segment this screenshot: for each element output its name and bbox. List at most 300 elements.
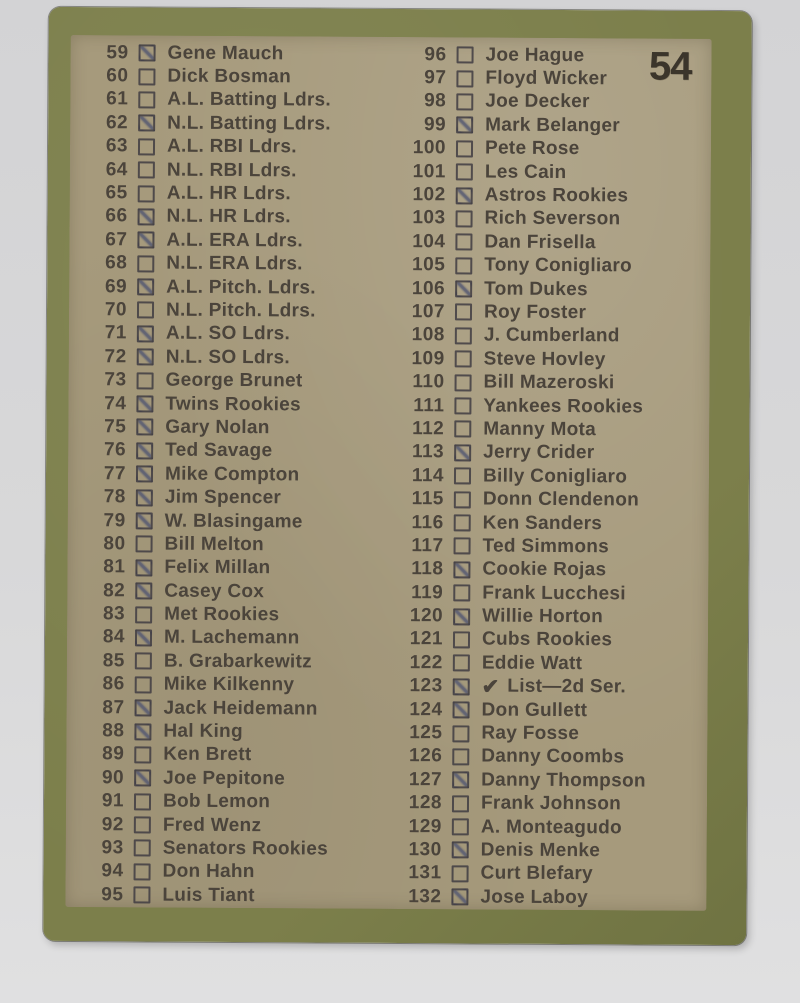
checklist-row — [384, 768, 707, 793]
entry-name: N.L. HR Ldrs. — [166, 206, 291, 228]
checklist-row — [386, 511, 709, 536]
entry-number: 70 — [104, 299, 128, 321]
entry-name: Les Cain — [484, 161, 567, 183]
entry-number: 107 — [411, 301, 446, 323]
entry-name: Steve Hovley — [483, 348, 606, 371]
entry-checkbox — [453, 608, 470, 625]
entry-name: Joe Hague — [485, 44, 585, 66]
trading-card-back — [43, 7, 752, 945]
entry-number: 94 — [101, 860, 124, 882]
checklist-row — [384, 721, 707, 746]
card-face — [65, 35, 711, 911]
entry-number: 92 — [101, 813, 124, 835]
checklist-row — [66, 836, 384, 861]
checklist-row — [388, 160, 711, 185]
checklist-row — [66, 719, 384, 744]
entry-checkbox — [136, 512, 153, 529]
entry-name: Bill Mazeroski — [483, 371, 615, 394]
entry-name: Jim Spencer — [164, 486, 282, 509]
entry-name: Met Rookies — [164, 603, 280, 626]
entry-checkbox — [135, 606, 152, 623]
entry-checkbox — [452, 748, 469, 765]
entry-checkbox — [456, 187, 473, 204]
checklist-row — [67, 649, 385, 674]
entry-name: Felix Millan — [164, 556, 271, 579]
entry-name: Joe Pepitone — [163, 767, 286, 790]
entry-number: 127 — [408, 768, 443, 791]
checklist-row — [66, 860, 384, 885]
entry-checkbox — [137, 349, 154, 366]
entry-checkbox — [134, 723, 151, 740]
entry-name: Cubs Rookies — [481, 628, 613, 651]
entry-checkbox — [136, 536, 153, 553]
entry-number: 99 — [423, 114, 447, 136]
entry-number: 115 — [411, 488, 444, 510]
entry-checkbox — [452, 818, 469, 835]
entry-checkbox — [452, 865, 469, 882]
checklist-row — [385, 674, 708, 699]
entry-checkbox — [134, 863, 151, 880]
entry-checkbox — [135, 700, 152, 717]
entry-number: 116 — [411, 511, 444, 533]
entry-checkbox — [139, 45, 156, 62]
entry-checkbox — [453, 585, 470, 602]
entry-name: Mark Belanger — [485, 114, 621, 137]
entry-name: Yankees Rookies — [483, 395, 644, 418]
entry-name: Mike Kilkenny — [163, 673, 295, 696]
checklist-row — [66, 813, 384, 838]
entry-number: 97 — [424, 67, 447, 89]
entry-name: Hal King — [163, 720, 243, 743]
entry-checkbox — [453, 561, 470, 578]
entry-name: M. Lachemann — [163, 627, 300, 649]
entry-name: Ray Fosse — [481, 722, 580, 745]
entry-name: Dan Frisella — [484, 231, 596, 254]
entry-name: Eddie Watt — [481, 652, 583, 674]
entry-checkbox — [453, 701, 470, 718]
checklist-columns — [65, 41, 711, 910]
entry-number: 86 — [102, 673, 125, 695]
entry-name: A.L. ERA Ldrs. — [166, 229, 304, 252]
checklist-row — [70, 111, 388, 136]
entry-name: Curt Blefary — [480, 862, 593, 885]
entry-number: 122 — [409, 651, 443, 674]
entry-number: 98 — [424, 90, 447, 112]
checklist-row — [67, 579, 385, 604]
entry-name: Joe Decker — [485, 90, 590, 113]
entry-name: Ken Sanders — [482, 512, 603, 534]
entry-number: 76 — [103, 439, 127, 461]
entry-checkbox — [455, 351, 472, 368]
entry-name: B. Grabarkewitz — [163, 650, 313, 673]
entry-checkbox — [453, 678, 470, 695]
card-number: 54 — [648, 44, 692, 89]
checklist-row — [68, 392, 386, 417]
printed-check-icon: ✔ — [481, 675, 500, 699]
entry-number: 93 — [101, 837, 124, 859]
entry-name: Danny Coombs — [481, 745, 625, 768]
checklist-row — [384, 745, 707, 770]
entry-checkbox — [137, 279, 154, 296]
entry-number: 72 — [104, 345, 127, 368]
entry-checkbox — [137, 372, 154, 389]
entry-name: Tony Conigliaro — [484, 254, 633, 277]
entry-name: J. Cumberland — [483, 324, 620, 347]
entry-name: A.L. Batting Ldrs. — [167, 89, 332, 112]
entry-number: 106 — [411, 277, 446, 299]
entry-checkbox — [138, 208, 155, 225]
checklist-row — [388, 90, 711, 115]
entry-number: 89 — [102, 743, 125, 765]
entry-name: Danny Thompson — [481, 769, 646, 792]
entry-checkbox — [455, 234, 472, 251]
entry-checkbox — [455, 257, 472, 274]
checklist-row — [387, 277, 710, 302]
entry-name: Cookie Rojas — [482, 558, 607, 581]
entry-name: Fred Wenz — [162, 814, 262, 836]
checklist-row — [384, 838, 707, 863]
entry-number: 102 — [412, 184, 446, 206]
checklist-row — [67, 602, 385, 627]
entry-number: 130 — [408, 839, 442, 861]
entry-checkbox — [453, 631, 470, 648]
entry-name: N.L. Pitch. Ldrs. — [165, 299, 316, 322]
entry-number: 129 — [408, 815, 442, 837]
entry-checkbox — [137, 302, 154, 319]
entry-checkbox — [134, 746, 151, 763]
entry-checkbox — [135, 583, 152, 600]
entry-number: 95 — [101, 883, 124, 906]
entry-name: Don Gullett — [481, 699, 588, 721]
entry-number: 96 — [424, 43, 447, 65]
entry-checkbox — [454, 468, 471, 485]
checklist-row — [67, 696, 385, 721]
entry-name: Frank Lucchesi — [482, 582, 626, 605]
checklist-row — [70, 158, 388, 183]
entry-number: 83 — [102, 603, 126, 625]
entry-number: 75 — [104, 416, 127, 438]
entry-checkbox — [454, 514, 471, 531]
checklist-row — [385, 651, 708, 676]
entry-name: A.L. Pitch. Ldrs. — [166, 276, 316, 299]
entry-name: List—2d Ser. — [507, 675, 627, 698]
entry-checkbox — [136, 419, 153, 436]
entry-name: Ted Savage — [165, 439, 273, 462]
entry-name: N.L. RBI Ldrs. — [166, 159, 297, 182]
entry-checkbox — [134, 793, 151, 810]
entry-number: 108 — [411, 324, 445, 346]
entry-number: 63 — [105, 135, 129, 157]
checklist-row — [69, 298, 387, 323]
entry-number: 77 — [103, 462, 127, 485]
entry-checkbox — [452, 842, 469, 859]
checklist-row — [68, 462, 386, 487]
entry-name: George Brunet — [165, 369, 303, 392]
checklist-row — [386, 441, 709, 466]
checklist-row — [387, 300, 710, 325]
entry-name: Donn Clendenon — [482, 488, 640, 511]
entry-name: Astros Rookies — [484, 184, 629, 207]
checklist-row — [68, 532, 386, 557]
checklist-row — [386, 394, 709, 419]
entry-checkbox — [454, 491, 471, 508]
checklist-row — [69, 252, 387, 277]
entry-checkbox — [456, 210, 473, 227]
entry-number: 87 — [102, 696, 125, 718]
checklist-row — [388, 113, 711, 138]
entry-checkbox — [454, 397, 471, 414]
entry-checkbox — [456, 140, 473, 157]
entry-checkbox — [454, 444, 471, 461]
entry-name: Mike Compton — [164, 463, 300, 486]
entry-name: Bob Lemon — [162, 790, 271, 813]
entry-number: 66 — [105, 205, 128, 227]
entry-checkbox — [138, 91, 155, 108]
entry-number: 105 — [412, 254, 446, 276]
entry-name: Dick Bosman — [167, 65, 292, 88]
entry-name: N.L. Batting Ldrs. — [167, 112, 331, 135]
checklist-row — [387, 324, 710, 349]
entry-number: 125 — [409, 722, 443, 744]
entry-checkbox — [456, 163, 473, 180]
entry-number: 121 — [409, 628, 444, 650]
entry-checkbox — [138, 68, 155, 85]
checklist-row — [388, 183, 711, 208]
checklist-column-left — [65, 41, 388, 908]
entry-number: 91 — [101, 790, 125, 812]
entry-name: Denis Menke — [480, 839, 601, 862]
entry-checkbox — [452, 725, 469, 742]
entry-checkbox — [138, 138, 155, 155]
checklist-row — [69, 322, 387, 347]
entry-checkbox — [455, 280, 472, 297]
entry-name: N.L. ERA Ldrs. — [166, 252, 303, 275]
checklist-row — [66, 789, 384, 814]
entry-number: 109 — [411, 347, 445, 370]
checklist-row — [387, 253, 710, 278]
entry-checkbox — [135, 559, 152, 576]
entry-number: 62 — [105, 112, 129, 134]
entry-number: 111 — [413, 394, 445, 416]
entry-checkbox — [138, 185, 155, 202]
entry-number: 67 — [105, 229, 128, 251]
entry-checkbox — [456, 117, 473, 134]
entry-name: Billy Conigliaro — [482, 465, 628, 488]
entry-number: 69 — [104, 275, 128, 297]
entry-number: 119 — [411, 581, 444, 603]
checklist-row — [386, 417, 709, 442]
entry-name: Willie Horton — [482, 605, 604, 628]
checklist-row — [388, 207, 711, 232]
entry-checkbox — [134, 840, 151, 857]
checklist-row — [385, 604, 708, 629]
entry-name: Tom Dukes — [484, 278, 588, 300]
entry-name: Senators Rookies — [162, 837, 329, 860]
checklist-row — [67, 673, 385, 698]
entry-checkbox — [138, 115, 155, 132]
entry-name: A.L. HR Ldrs. — [166, 182, 292, 205]
entry-number: 112 — [412, 418, 445, 440]
entry-name: A.L. SO Ldrs. — [165, 322, 291, 345]
checklist-row — [70, 181, 388, 206]
entry-number: 74 — [104, 392, 127, 414]
entry-number: 117 — [411, 534, 444, 557]
entry-number: 128 — [408, 792, 443, 814]
entry-checkbox — [454, 421, 471, 438]
checklist-row — [384, 791, 707, 816]
entry-name: Floyd Wicker — [485, 67, 608, 90]
entry-checkbox — [453, 655, 470, 672]
entry-number: 118 — [411, 558, 444, 580]
checklist-row — [383, 885, 706, 910]
checklist-row — [386, 487, 709, 512]
entry-number: 113 — [411, 441, 445, 463]
entry-checkbox — [136, 442, 153, 459]
entry-checkbox — [135, 676, 152, 693]
entry-checkbox — [136, 466, 153, 483]
entry-number: 114 — [411, 464, 445, 487]
entry-name: Frank Johnson — [480, 792, 622, 815]
entry-number: 78 — [103, 486, 126, 508]
entry-number: 126 — [409, 745, 443, 767]
checklist-row — [387, 370, 710, 395]
entry-checkbox — [451, 889, 468, 906]
entry-number: 68 — [105, 252, 128, 274]
entry-name: Roy Foster — [483, 301, 587, 324]
checklist-row — [68, 415, 386, 440]
checklist-row — [385, 581, 708, 606]
entry-number: 71 — [104, 322, 127, 344]
entry-checkbox — [457, 47, 474, 64]
checklist-row — [70, 88, 388, 113]
checklist-row — [70, 205, 388, 230]
entry-number: 81 — [103, 556, 126, 578]
entry-name: Manny Mota — [483, 418, 597, 441]
checklist-row — [68, 439, 386, 464]
entry-name: Twins Rookies — [165, 393, 302, 415]
entry-checkbox — [456, 93, 473, 110]
entry-checkbox — [134, 770, 151, 787]
entry-name: A. Monteagudo — [480, 816, 623, 838]
entry-name: Bill Melton — [164, 533, 265, 556]
entry-checkbox — [137, 325, 154, 342]
entry-checkbox — [454, 538, 471, 555]
entry-number: 82 — [103, 579, 126, 602]
entry-name: Gary Nolan — [165, 416, 270, 439]
entry-checkbox — [136, 395, 153, 412]
entry-checkbox — [137, 232, 154, 249]
entry-number: 85 — [102, 650, 125, 672]
entry-number: 59 — [106, 41, 129, 64]
checklist-row — [384, 862, 707, 887]
entry-name: Casey Cox — [164, 580, 265, 602]
entry-checkbox — [455, 374, 472, 391]
checklist-row — [384, 815, 707, 840]
checklist-row — [71, 41, 389, 66]
checklist-row — [68, 509, 386, 534]
entry-name: N.L. SO Ldrs. — [165, 346, 291, 369]
entry-name: Luis Tiant — [162, 884, 255, 906]
entry-number: 132 — [408, 885, 442, 908]
checklist-row — [385, 698, 708, 723]
entry-checkbox — [138, 162, 155, 179]
checklist-row — [386, 464, 709, 489]
entry-name: Gene Mauch — [167, 42, 284, 64]
entry-name: A.L. RBI Ldrs. — [166, 135, 297, 158]
entry-name: Jose Laboy — [480, 886, 589, 908]
entry-name: Jack Heidemann — [163, 697, 318, 720]
checklist-row — [69, 228, 387, 253]
entry-checkbox — [452, 772, 469, 789]
entry-name: Jerry Crider — [483, 441, 595, 464]
checklist-row — [66, 766, 384, 791]
entry-number: 64 — [105, 158, 128, 180]
checklist-row — [69, 275, 387, 300]
entry-name: Rich Severson — [484, 207, 621, 230]
entry-number: 100 — [412, 137, 447, 159]
entry-number: 131 — [408, 862, 442, 884]
entry-checkbox — [137, 255, 154, 272]
entry-name: Ken Brett — [163, 743, 252, 766]
entry-name: W. Blasingame — [164, 510, 303, 532]
entry-checkbox — [455, 327, 472, 344]
checklist-row — [70, 135, 388, 160]
entry-number: 103 — [412, 207, 446, 229]
entry-number: 90 — [101, 766, 125, 789]
entry-number: 65 — [105, 182, 128, 204]
checklist-row — [69, 368, 387, 393]
checklist-row — [66, 743, 384, 768]
entry-checkbox — [134, 816, 151, 833]
checklist-row — [67, 626, 385, 651]
checklist-column-right — [383, 43, 711, 910]
entry-number: 73 — [104, 369, 127, 391]
checklist-row — [388, 136, 711, 161]
entry-name: Ted Simmons — [482, 535, 610, 558]
entry-number: 124 — [409, 698, 443, 720]
entry-checkbox — [133, 887, 150, 904]
entry-name: Don Hahn — [162, 860, 255, 883]
entry-number: 80 — [103, 533, 126, 555]
entry-number: 123 — [409, 675, 443, 697]
entry-number: 88 — [102, 720, 125, 742]
entry-checkbox — [456, 70, 473, 87]
entry-number: 60 — [106, 65, 129, 87]
entry-number: 110 — [412, 371, 445, 393]
checklist-row — [385, 558, 708, 583]
entry-checkbox — [455, 304, 472, 321]
checklist-row — [69, 345, 387, 370]
entry-checkbox — [135, 653, 152, 670]
checklist-row — [387, 230, 710, 255]
checklist-row — [65, 883, 383, 908]
checklist-row — [385, 628, 708, 653]
checklist-row — [70, 64, 388, 89]
entry-number: 84 — [102, 626, 126, 648]
checklist-row — [68, 485, 386, 510]
entry-number: 61 — [106, 88, 129, 110]
entry-name: Pete Rose — [484, 137, 580, 160]
entry-checkbox — [136, 489, 153, 506]
entry-number: 120 — [409, 605, 444, 627]
checklist-row — [387, 347, 710, 372]
entry-number: 104 — [412, 230, 446, 253]
checklist-row — [386, 534, 709, 559]
entry-checkbox — [452, 795, 469, 812]
entry-number: 101 — [412, 160, 446, 182]
checklist-row — [67, 556, 385, 581]
entry-number: 79 — [103, 509, 126, 531]
